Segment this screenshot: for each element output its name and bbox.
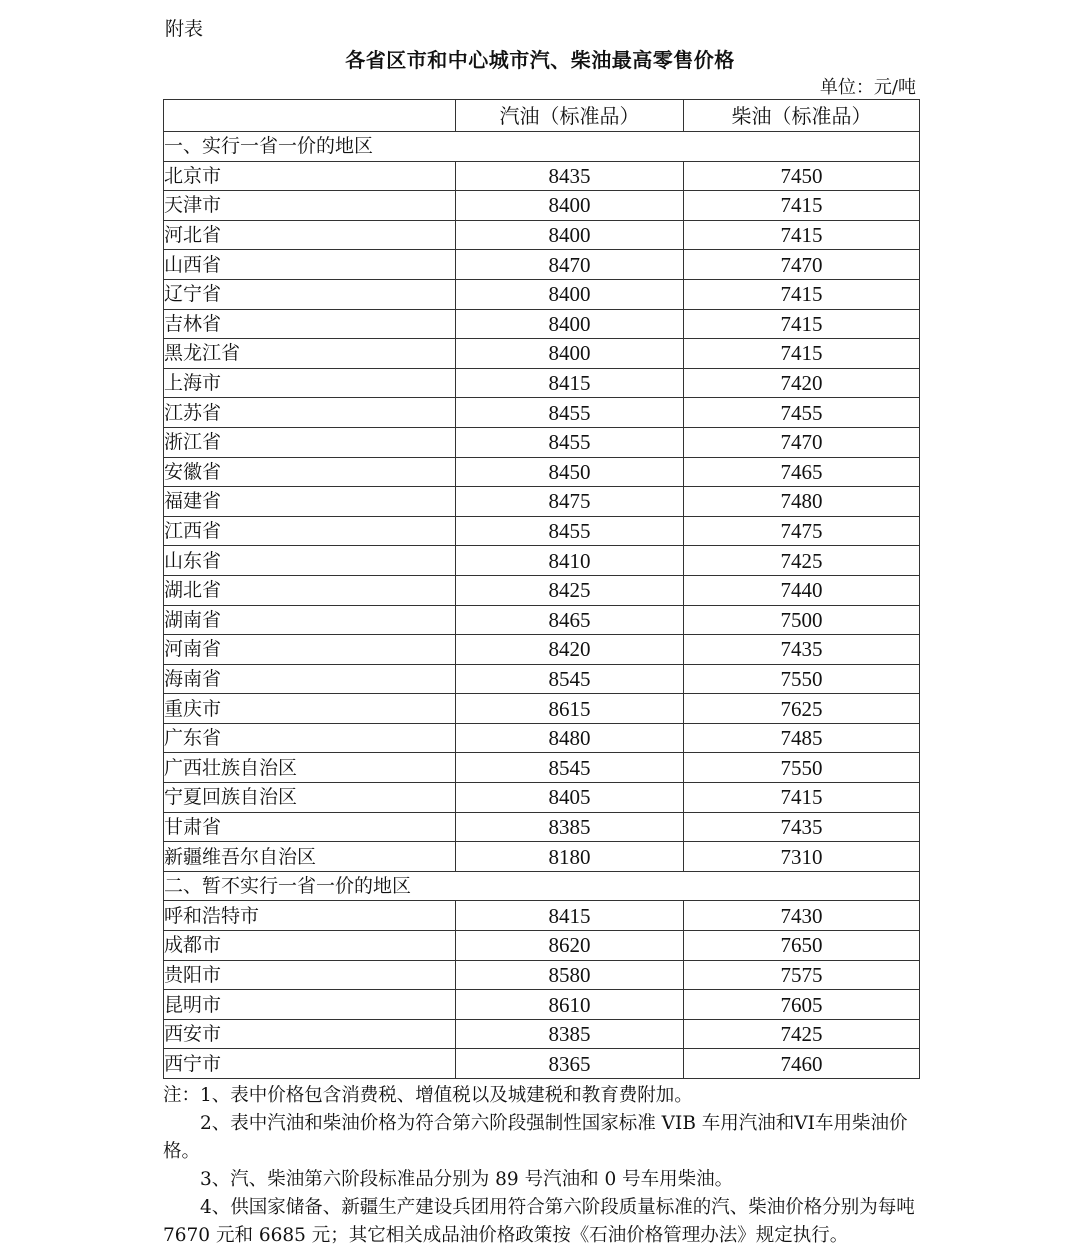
region-name: 呼和浩特市 bbox=[164, 901, 456, 931]
note-4: 4、供国家储备、新疆生产建设兵团用符合第六阶段质量标准的汽、柴油价格分别为每吨 7670 元和 6685 元；其它相关成品油价格政策按《石油价格管理办法》规定执行。 bbox=[163, 1197, 915, 1246]
gasoline-price: 8435 bbox=[456, 161, 684, 191]
table-row bbox=[164, 309, 920, 339]
table-row bbox=[164, 901, 920, 931]
table-row bbox=[164, 812, 920, 842]
region-name: 广西壮族自治区 bbox=[164, 753, 456, 783]
region-name: 吉林省 bbox=[164, 309, 456, 339]
diesel-price: 7470 bbox=[684, 427, 920, 457]
diesel-price: 7435 bbox=[684, 635, 920, 665]
section-label: 一、实行一省一价的地区 bbox=[164, 132, 920, 162]
diesel-price: 7625 bbox=[684, 694, 920, 724]
table-header-row bbox=[164, 100, 920, 132]
header-region bbox=[164, 100, 456, 132]
region-name: 宁夏回族自治区 bbox=[164, 783, 456, 813]
diesel-price: 7440 bbox=[684, 575, 920, 605]
gasoline-price: 8480 bbox=[456, 723, 684, 753]
gasoline-price: 8405 bbox=[456, 783, 684, 813]
diesel-price: 7550 bbox=[684, 664, 920, 694]
gasoline-price: 8385 bbox=[456, 812, 684, 842]
region-name: 天津市 bbox=[164, 191, 456, 221]
table-row bbox=[164, 191, 920, 221]
diesel-price: 7575 bbox=[684, 960, 920, 990]
note-1: 注：1、表中价格包含消费税、增值税以及城建税和教育费附加。 bbox=[163, 1085, 693, 1106]
diesel-price: 7415 bbox=[684, 309, 920, 339]
table-row bbox=[164, 664, 920, 694]
region-name: 北京市 bbox=[164, 161, 456, 191]
section-row bbox=[164, 132, 920, 162]
diesel-price: 7420 bbox=[684, 368, 920, 398]
gasoline-price: 8385 bbox=[456, 1019, 684, 1049]
table-row bbox=[164, 753, 920, 783]
region-name: 浙江省 bbox=[164, 427, 456, 457]
diesel-price: 7605 bbox=[684, 990, 920, 1020]
gasoline-price: 8580 bbox=[456, 960, 684, 990]
table-row bbox=[164, 635, 920, 665]
gasoline-price: 8415 bbox=[456, 368, 684, 398]
table-row bbox=[164, 250, 920, 280]
note-3: 3、汽、柴油第六阶段标准品分别为 89 号汽油和 0 号车用柴油。 bbox=[200, 1169, 734, 1190]
table-body bbox=[164, 132, 920, 1079]
diesel-price: 7500 bbox=[684, 605, 920, 635]
diesel-price: 7465 bbox=[684, 457, 920, 487]
unit-label: 单位：元/吨 bbox=[819, 77, 916, 98]
page-title: 各省区市和中心城市汽、柴油最高零售价格 bbox=[345, 48, 735, 72]
region-name: 上海市 bbox=[164, 368, 456, 398]
gasoline-price: 8400 bbox=[456, 309, 684, 339]
gasoline-price: 8365 bbox=[456, 1049, 684, 1079]
appendix-label: 附表 bbox=[165, 18, 204, 40]
diesel-price: 7650 bbox=[684, 931, 920, 961]
gasoline-price: 8180 bbox=[456, 842, 684, 872]
price-table bbox=[163, 99, 920, 1079]
diesel-price: 7460 bbox=[684, 1049, 920, 1079]
gasoline-price: 8425 bbox=[456, 575, 684, 605]
table-row bbox=[164, 516, 920, 546]
region-name: 河南省 bbox=[164, 635, 456, 665]
gasoline-price: 8400 bbox=[456, 220, 684, 250]
table-row bbox=[164, 161, 920, 191]
region-name: 辽宁省 bbox=[164, 279, 456, 309]
gasoline-price: 8400 bbox=[456, 339, 684, 369]
table-row bbox=[164, 457, 920, 487]
section-row bbox=[164, 871, 920, 901]
table-row bbox=[164, 990, 920, 1020]
table-row bbox=[164, 783, 920, 813]
gasoline-price: 8620 bbox=[456, 931, 684, 961]
diesel-price: 7470 bbox=[684, 250, 920, 280]
notes bbox=[163, 1082, 919, 1250]
diesel-price: 7415 bbox=[684, 279, 920, 309]
diesel-price: 7550 bbox=[684, 753, 920, 783]
table-row bbox=[164, 575, 920, 605]
region-name: 安徽省 bbox=[164, 457, 456, 487]
gasoline-price: 8545 bbox=[456, 753, 684, 783]
table-row bbox=[164, 723, 920, 753]
section-label: 二、暂不实行一省一价的地区 bbox=[164, 871, 920, 901]
diesel-price: 7430 bbox=[684, 901, 920, 931]
diesel-price: 7425 bbox=[684, 546, 920, 576]
gasoline-price: 8400 bbox=[456, 279, 684, 309]
gasoline-price: 8610 bbox=[456, 990, 684, 1020]
region-name: 黑龙江省 bbox=[164, 339, 456, 369]
table-row bbox=[164, 398, 920, 428]
table-row bbox=[164, 368, 920, 398]
table-row bbox=[164, 546, 920, 576]
table-row bbox=[164, 279, 920, 309]
table-row bbox=[164, 220, 920, 250]
region-name: 昆明市 bbox=[164, 990, 456, 1020]
diesel-price: 7310 bbox=[684, 842, 920, 872]
diesel-price: 7480 bbox=[684, 487, 920, 517]
table-row bbox=[164, 931, 920, 961]
diesel-price: 7415 bbox=[684, 339, 920, 369]
diesel-price: 7450 bbox=[684, 161, 920, 191]
gasoline-price: 8455 bbox=[456, 427, 684, 457]
gasoline-price: 8470 bbox=[456, 250, 684, 280]
gasoline-price: 8475 bbox=[456, 487, 684, 517]
region-name: 重庆市 bbox=[164, 694, 456, 724]
table-row bbox=[164, 487, 920, 517]
table-row bbox=[164, 1049, 920, 1079]
region-name: 福建省 bbox=[164, 487, 456, 517]
gasoline-price: 8450 bbox=[456, 457, 684, 487]
gasoline-price: 8455 bbox=[456, 398, 684, 428]
gasoline-price: 8615 bbox=[456, 694, 684, 724]
gasoline-price: 8545 bbox=[456, 664, 684, 694]
region-name: 广东省 bbox=[164, 723, 456, 753]
region-name: 西宁市 bbox=[164, 1049, 456, 1079]
gasoline-price: 8455 bbox=[456, 516, 684, 546]
region-name: 西安市 bbox=[164, 1019, 456, 1049]
gasoline-price: 8410 bbox=[456, 546, 684, 576]
note-2: 2、表中汽油和柴油价格为符合第六阶段强制性国家标准 VIB 车用汽油和VI车用柴油价格。 bbox=[163, 1113, 908, 1162]
table-row bbox=[164, 605, 920, 635]
table-row bbox=[164, 960, 920, 990]
region-name: 湖南省 bbox=[164, 605, 456, 635]
region-name: 甘肃省 bbox=[164, 812, 456, 842]
diesel-price: 7415 bbox=[684, 191, 920, 221]
region-name: 河北省 bbox=[164, 220, 456, 250]
header-diesel: 柴油（标准品） bbox=[684, 100, 920, 132]
diesel-price: 7425 bbox=[684, 1019, 920, 1049]
table-row bbox=[164, 694, 920, 724]
diesel-price: 7415 bbox=[684, 220, 920, 250]
region-name: 新疆维吾尔自治区 bbox=[164, 842, 456, 872]
region-name: 湖北省 bbox=[164, 575, 456, 605]
region-name: 江苏省 bbox=[164, 398, 456, 428]
table-row bbox=[164, 339, 920, 369]
gasoline-price: 8465 bbox=[456, 605, 684, 635]
gasoline-price: 8400 bbox=[456, 191, 684, 221]
diesel-price: 7415 bbox=[684, 783, 920, 813]
table-row bbox=[164, 427, 920, 457]
diesel-price: 7485 bbox=[684, 723, 920, 753]
region-name: 山东省 bbox=[164, 546, 456, 576]
header-gasoline: 汽油（标准品） bbox=[456, 100, 684, 132]
diesel-price: 7435 bbox=[684, 812, 920, 842]
gasoline-price: 8420 bbox=[456, 635, 684, 665]
region-name: 江西省 bbox=[164, 516, 456, 546]
region-name: 成都市 bbox=[164, 931, 456, 961]
diesel-price: 7455 bbox=[684, 398, 920, 428]
gasoline-price: 8415 bbox=[456, 901, 684, 931]
region-name: 贵阳市 bbox=[164, 960, 456, 990]
table-row bbox=[164, 1019, 920, 1049]
region-name: 海南省 bbox=[164, 664, 456, 694]
table-row bbox=[164, 842, 920, 872]
diesel-price: 7475 bbox=[684, 516, 920, 546]
region-name: 山西省 bbox=[164, 250, 456, 280]
